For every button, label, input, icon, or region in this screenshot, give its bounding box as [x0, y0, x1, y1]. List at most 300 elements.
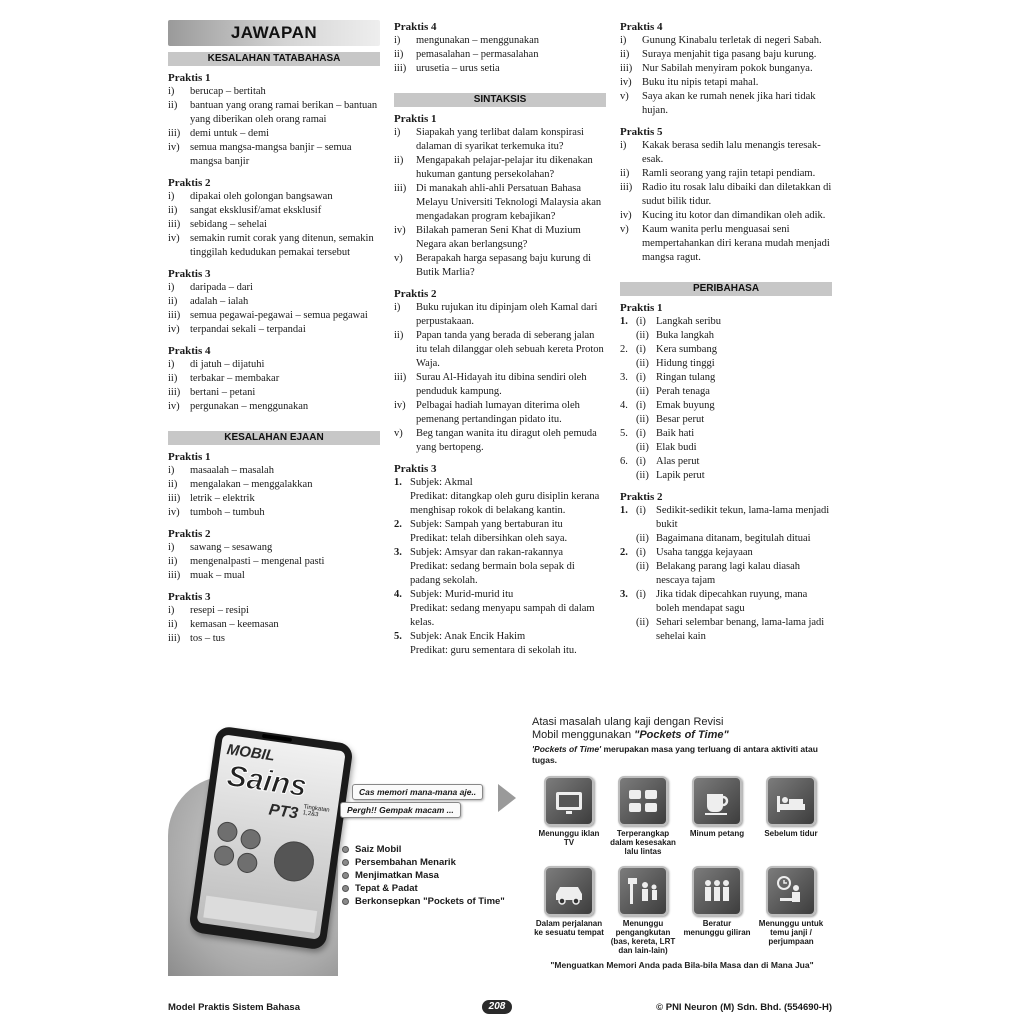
- subjek-text: Subjek: Anak Encik Hakim: [410, 631, 526, 642]
- sub-number: (ii): [636, 442, 649, 453]
- screen-bottom-bar: [203, 896, 317, 933]
- answer-item: [168, 99, 380, 127]
- feature-text: Saiz Mobil: [355, 844, 402, 855]
- praktis-title: Praktis 5: [620, 126, 663, 138]
- sub-number: (ii): [636, 470, 649, 481]
- item-number: 5.: [394, 631, 402, 642]
- praktis-block: [620, 125, 832, 265]
- item-number: ii): [168, 100, 178, 111]
- coffee-cup-icon: [692, 776, 742, 826]
- answer-item: [620, 62, 832, 76]
- item-text: adalah – ialah: [190, 296, 249, 307]
- item-text: Buku rujukan itu dipinjam oleh Kamal dari perpustakaan.: [416, 302, 598, 327]
- praktis-title: Praktis 1: [394, 113, 437, 125]
- peribahasa-text: Sehari selembar benang, lama-lama jadi sehelai kain: [656, 617, 825, 642]
- topic-circle-icon: [239, 828, 262, 851]
- answer-item: [620, 167, 832, 181]
- pockets-of-time-item: [756, 776, 826, 838]
- answer-item: [394, 182, 606, 224]
- subjek-text: Subjek: Amsyar dan rakan-rakannya: [410, 547, 564, 558]
- answer-item: [168, 604, 380, 618]
- item-number: ii): [168, 205, 178, 216]
- icon-label: Sebelum tidur: [764, 829, 818, 838]
- answer-item: [394, 630, 606, 644]
- predikat-text: Predikat: telah dibersihkan oleh saya.: [410, 533, 568, 544]
- item-number: 1.: [620, 316, 628, 327]
- sub-number: (ii): [636, 330, 649, 341]
- answer-item: [168, 541, 380, 555]
- answer-item: [394, 518, 606, 532]
- peribahasa-item: [620, 616, 832, 644]
- item-number: ii): [394, 155, 404, 166]
- answer-item-predikat: [394, 644, 606, 658]
- item-text: Papan tanda yang berada di seberang jalan itu telah dilanggar oleh sebuah kereta Proton Waja.: [416, 330, 604, 369]
- answer-item: [394, 252, 606, 280]
- praktis-block: [394, 20, 606, 76]
- peribahasa-item: [620, 343, 832, 357]
- answer-item: [168, 478, 380, 492]
- peribahasa-item: [620, 399, 832, 413]
- praktis-title: Praktis 1: [620, 302, 663, 314]
- section-header: KESALAHAN EJAAN: [168, 431, 380, 445]
- item-text: mengunakan – menggunakan: [416, 35, 540, 46]
- sub-number: (ii): [636, 533, 649, 544]
- screen-pt3-text: PT3: [267, 801, 300, 823]
- item-number: v): [620, 224, 629, 235]
- item-text: Beg tangan wanita itu diragut oleh pemuda yang bertopeng.: [416, 428, 597, 453]
- praktis-block: [168, 450, 380, 520]
- item-number: 3.: [620, 589, 628, 600]
- section-gap: [620, 272, 832, 282]
- indent-spacer: [620, 441, 636, 455]
- item-number: ii): [168, 296, 178, 307]
- peribahasa-item: [620, 504, 832, 532]
- item-text: Gunung Kinabalu terletak di negeri Sabah.: [642, 35, 822, 46]
- praktis-block: [620, 301, 832, 483]
- item-text: tumboh – tumbuh: [190, 507, 265, 518]
- indent-spacer: [620, 413, 636, 427]
- item-text: mengalakan – menggalakkan: [190, 479, 313, 490]
- item-number: v): [620, 91, 629, 102]
- indent-spacer: [394, 532, 410, 546]
- item-text: Pelbagai hadiah lumayan diterima oleh pemenang pertandingan pidato itu.: [416, 400, 580, 425]
- answer-item: [168, 232, 380, 260]
- item-number: 6.: [620, 456, 628, 467]
- screen-sains-text: Sains: [224, 759, 309, 804]
- item-text: sangat eksklusif/amat eksklusif: [190, 205, 322, 216]
- pockets-of-time-item: [608, 866, 678, 955]
- answer-item: [394, 546, 606, 560]
- feature-text: Persembahan Menarik: [355, 857, 456, 868]
- peribahasa-text: Lapik perut: [656, 470, 705, 481]
- peribahasa-item: [620, 329, 832, 343]
- item-number: i): [394, 35, 401, 46]
- item-number: 4.: [620, 400, 628, 411]
- sub-number: (i): [636, 400, 646, 411]
- peribahasa-item: [620, 560, 832, 588]
- answer-item: [620, 139, 832, 167]
- answer-item: [168, 218, 380, 232]
- column-1: [168, 20, 380, 653]
- peribahasa-text: Usaha tangga kejayaan: [656, 547, 753, 558]
- sub-number: (i): [636, 589, 646, 600]
- answer-item: [168, 569, 380, 583]
- answer-item: [168, 85, 380, 99]
- peribahasa-item: [620, 546, 832, 560]
- peribahasa-text: Elak budi: [656, 442, 697, 453]
- advert-slogan: "Menguatkan Memori Anda pada Bila-bila Masa dan di Mana Jua": [550, 960, 814, 970]
- praktis-title: Praktis 1: [168, 451, 211, 463]
- item-number: i): [168, 465, 175, 476]
- indent-spacer: [620, 357, 636, 371]
- bullet-icon: [342, 898, 349, 905]
- phone-icon: [188, 725, 354, 950]
- page-footer: [168, 1000, 832, 1016]
- clock-wait-icon: [766, 866, 816, 916]
- answer-item: [168, 555, 380, 569]
- indent-spacer: [620, 329, 636, 343]
- peribahasa-text: Emak buyung: [656, 400, 715, 411]
- bed-icon: [766, 776, 816, 826]
- predikat-text: Predikat: sedang bermain bola sepak di padang sekolah.: [410, 561, 575, 586]
- praktis-block: [394, 287, 606, 455]
- answer-item: [168, 632, 380, 646]
- sub-number: (i): [636, 372, 646, 383]
- screen-topic-icons: [211, 821, 328, 896]
- item-number: iii): [168, 570, 181, 581]
- column-3-body: [620, 20, 832, 644]
- item-text: Buku itu nipis tetapi mahal.: [642, 77, 759, 88]
- item-text: tos – tus: [190, 633, 226, 644]
- peribahasa-text: Baik hati: [656, 428, 695, 439]
- item-number: 5.: [620, 428, 628, 439]
- item-text: demi untuk – demi: [190, 128, 270, 139]
- sub-number: (ii): [636, 561, 649, 572]
- peribahasa-item: [620, 455, 832, 469]
- praktis-title: Praktis 3: [168, 591, 211, 603]
- item-text: pemasalahan – permasalahan: [416, 49, 539, 60]
- item-text: letrik – elektrik: [190, 493, 255, 504]
- item-text: semakin rumit corak yang ditenun, semakin tinggilah kedudukan pemakai tersebut: [190, 233, 374, 258]
- answer-item: [394, 399, 606, 427]
- item-number: ii): [620, 49, 630, 60]
- headline-prefix: Mobil menggunakan: [532, 729, 635, 741]
- tv-icon: [544, 776, 594, 826]
- item-number: 1.: [620, 505, 628, 516]
- item-number: iii): [168, 387, 181, 398]
- peribahasa-text: Ringan tulang: [656, 372, 716, 383]
- item-text: Ramli seorang yang rajin tetapi pendiam.: [642, 168, 816, 179]
- answer-item: [168, 190, 380, 204]
- predikat-text: Predikat: guru sementara di sekolah itu.: [410, 645, 577, 656]
- answer-item: [620, 34, 832, 48]
- answer-item: [620, 76, 832, 90]
- item-number: ii): [394, 49, 404, 60]
- answer-item: [394, 588, 606, 602]
- peribahasa-text: Belakang parang lagi kalau diasah nescaya tajam: [656, 561, 801, 586]
- praktis-title: Praktis 1: [168, 72, 211, 84]
- phone-screen: [197, 734, 346, 939]
- sub-number: (i): [636, 505, 646, 516]
- item-number: iii): [168, 128, 181, 139]
- item-number: iii): [394, 63, 407, 74]
- item-number: ii): [168, 373, 178, 384]
- item-text: sebidang – sehelai: [190, 219, 267, 230]
- indent-spacer: [394, 644, 410, 658]
- item-number: iii): [620, 63, 633, 74]
- item-number: i): [168, 605, 175, 616]
- item-number: iv): [620, 77, 632, 88]
- item-text: Suraya menjahit tiga pasang baju kurung.: [642, 49, 817, 60]
- feature-text: Menjimatkan Masa: [355, 870, 439, 881]
- answer-item: [620, 90, 832, 118]
- column-2-body: [394, 20, 606, 658]
- item-number: ii): [168, 556, 178, 567]
- praktis-block: [394, 112, 606, 280]
- item-text: masaalah – masalah: [190, 465, 274, 476]
- item-text: muak – mual: [190, 570, 245, 581]
- item-number: 2.: [620, 344, 628, 355]
- item-number: 4.: [394, 589, 402, 600]
- column-1-body: [168, 52, 380, 646]
- answer-item: [168, 309, 380, 323]
- column-3: [620, 20, 832, 651]
- item-text: di jatuh – dijatuhi: [190, 359, 265, 370]
- icon-label: Terperangkap dalam kesesakan lalu lintas: [610, 829, 676, 856]
- subjek-text: Subjek: Sampah yang bertaburan itu: [410, 519, 563, 530]
- headline-line-2: [532, 729, 832, 742]
- peribahasa-text: Langkah seribu: [656, 316, 722, 327]
- icon-label: Menunggu pengangkutan (bas, kereta, LRT dan lain-lain): [610, 919, 676, 955]
- answer-item: [168, 400, 380, 414]
- answer-item-predikat: [394, 532, 606, 546]
- icon-label: Menunggu untuk temu janji / perjumpaan: [758, 919, 824, 946]
- advert-description: [532, 744, 832, 766]
- indent-spacer: [620, 385, 636, 399]
- item-number: 2.: [620, 547, 628, 558]
- headline-pockets-of-time: "Pockets of Time": [634, 729, 729, 741]
- answer-item: [168, 506, 380, 520]
- item-number: iv): [168, 324, 180, 335]
- item-number: i): [394, 127, 401, 138]
- bullet-icon: [342, 846, 349, 853]
- feature-item: [342, 883, 505, 895]
- bullet-icon: [342, 872, 349, 879]
- description-term: 'Pockets of Time': [532, 744, 602, 754]
- item-text: Kaum wanita perlu menguasai seni mempertahankan diri kerana mudah menjadi mangsa ragut.: [642, 224, 830, 263]
- praktis-title: Praktis 2: [394, 288, 437, 300]
- answer-item: [394, 154, 606, 182]
- praktis-block: [168, 344, 380, 414]
- answer-item: [168, 464, 380, 478]
- item-number: ii): [620, 168, 630, 179]
- answer-item: [394, 329, 606, 371]
- item-text: pergunakan – menggunakan: [190, 401, 309, 412]
- answer-item: [620, 181, 832, 209]
- item-text: semua mangsa-mangsa banjir – semua mangsa banjir: [190, 142, 352, 167]
- car-icon: [544, 866, 594, 916]
- pockets-of-time-item: [682, 866, 752, 937]
- sub-number: (ii): [636, 414, 649, 425]
- sub-number: (i): [636, 456, 646, 467]
- item-number: i): [620, 140, 627, 151]
- answer-item: [168, 323, 380, 337]
- feature-item: [342, 870, 505, 882]
- subjek-text: Subjek: Akmal: [410, 477, 473, 488]
- item-text: Siapakah yang terlibat dalam konspirasi dalaman di syarikat terkemuka itu?: [416, 127, 584, 152]
- item-number: ii): [168, 619, 178, 630]
- item-number: iii): [168, 219, 181, 230]
- pockets-of-time-item: [534, 866, 604, 937]
- advert-headline: [532, 716, 832, 766]
- item-text: bertani – petani: [190, 387, 256, 398]
- peribahasa-text: Perah tenaga: [656, 386, 710, 397]
- queue-icon: [692, 866, 742, 916]
- answer-item: [168, 386, 380, 400]
- item-text: Nur Sabilah menyiram pokok bunganya.: [642, 63, 813, 74]
- item-number: iv): [620, 210, 632, 221]
- screen-mobil-text: MOBIL: [225, 741, 276, 765]
- peribahasa-text: Kera sumbang: [656, 344, 717, 355]
- chat-bubble-2: Pergh!! Gempak macam ...: [340, 802, 461, 818]
- indent-spacer: [620, 469, 636, 483]
- item-text: daripada – dari: [190, 282, 253, 293]
- item-text: semua pegawai-pegawai – semua pegawai: [190, 310, 368, 321]
- praktis-block: [168, 71, 380, 169]
- item-text: resepi – resipi: [190, 605, 249, 616]
- answer-item-predikat: [394, 560, 606, 588]
- praktis-title: Praktis 4: [168, 345, 211, 357]
- item-number: iv): [394, 400, 406, 411]
- peribahasa-item: [620, 385, 832, 399]
- icon-label: Minum petang: [689, 829, 745, 838]
- headline-line-1: Atasi masalah ulang kaji dengan Revisi: [532, 716, 724, 728]
- item-number: ii): [394, 330, 404, 341]
- item-text: Surau Al-Hidayah itu dibina sendiri oleh penduduk kampung.: [416, 372, 587, 397]
- answer-item: [394, 224, 606, 252]
- section-header: SINTAKSIS: [394, 93, 606, 107]
- praktis-block: [168, 590, 380, 646]
- feature-list: [342, 844, 505, 909]
- peribahasa-item: [620, 441, 832, 455]
- topic-circle-icon: [213, 844, 236, 867]
- sub-number: (ii): [636, 386, 649, 397]
- item-number: 3.: [620, 372, 628, 383]
- answer-item-predikat: [394, 490, 606, 518]
- arrow-icon: [498, 784, 516, 812]
- indent-spacer: [394, 560, 410, 588]
- answer-item: [168, 372, 380, 386]
- chat-bubble-1: Cas memori mana-mana aje..: [352, 784, 483, 800]
- praktis-title: Praktis 4: [620, 21, 663, 33]
- answer-item: [620, 209, 832, 223]
- feature-text: Tepat & Padat: [355, 883, 418, 894]
- column-2: [394, 20, 606, 665]
- item-text: Kakak berasa sedih lalu menangis teresak-esak.: [642, 140, 821, 165]
- praktis-block: [394, 462, 606, 658]
- item-number: i): [620, 35, 627, 46]
- section-header: PERIBAHASA: [620, 282, 832, 296]
- topic-large-circle-icon: [271, 839, 316, 884]
- item-number: iii): [168, 493, 181, 504]
- page-number: 208: [482, 1000, 512, 1014]
- item-number: i): [168, 542, 175, 553]
- praktis-title: Praktis 2: [620, 491, 663, 503]
- indent-spacer: [394, 490, 410, 518]
- item-text: mengenalpasti – mengenal pasti: [190, 556, 325, 567]
- item-number: iv): [168, 507, 180, 518]
- pockets-of-time-item: [682, 776, 752, 838]
- phone-illustration: [168, 716, 518, 976]
- item-text: dipakai oleh golongan bangsawan: [190, 191, 333, 202]
- item-number: i): [168, 282, 175, 293]
- sub-number: (i): [636, 547, 646, 558]
- icon-label: Menunggu iklan TV: [538, 829, 600, 847]
- indent-spacer: [394, 602, 410, 630]
- answer-item: [394, 48, 606, 62]
- screen-tingkatan-text: Tingkatan 1,2&3: [302, 804, 330, 819]
- answer-item: [168, 618, 380, 632]
- icon-label: Beratur menunggu giliran: [683, 919, 751, 937]
- item-text: Saya akan ke rumah nenek jika hari tidak hujan.: [642, 91, 816, 116]
- item-number: iii): [168, 310, 181, 321]
- peribahasa-item: [620, 413, 832, 427]
- bullet-icon: [342, 859, 349, 866]
- item-text: Mengapakah pelajar-pelajar itu dikenakan hukuman gantung persekolahan?: [416, 155, 593, 180]
- item-number: 1.: [394, 477, 402, 488]
- footer-copyright: © PNI Neuron (M) Sdn. Bhd. (554690-H): [656, 1002, 832, 1013]
- pockets-of-time-item: [534, 776, 604, 847]
- item-number: v): [394, 253, 403, 264]
- praktis-block: [620, 20, 832, 118]
- answer-item: [394, 62, 606, 76]
- praktis-title: Praktis 2: [168, 528, 211, 540]
- pockets-of-time-item: [608, 776, 678, 856]
- answer-item: [168, 204, 380, 218]
- answer-item: [394, 34, 606, 48]
- praktis-title: Praktis 2: [168, 177, 211, 189]
- peribahasa-item: [620, 588, 832, 616]
- answer-item: [168, 281, 380, 295]
- feature-text: Berkonsepkan "Pockets of Time": [355, 896, 505, 907]
- answer-item: [394, 371, 606, 399]
- icon-label: Dalam perjalanan ke sesuatu tempat: [534, 919, 604, 937]
- topic-circle-icon: [216, 821, 239, 844]
- traffic-jam-icon: [618, 776, 668, 826]
- item-text: Kucing itu kotor dan dimandikan oleh adik.: [642, 210, 826, 221]
- item-number: iv): [168, 233, 180, 244]
- answer-item: [168, 127, 380, 141]
- peribahasa-text: Bagaimana ditanam, begitulah dituai: [656, 533, 811, 544]
- sub-number: (ii): [636, 617, 649, 628]
- item-number: v): [394, 428, 403, 439]
- feature-item: [342, 896, 505, 908]
- feature-item: [342, 844, 505, 856]
- item-number: iv): [394, 225, 406, 236]
- footer-book-title: Model Praktis Sistem Bahasa: [168, 1002, 300, 1013]
- topic-circle-icon: [236, 852, 259, 875]
- peribahasa-text: Alas perut: [656, 456, 700, 467]
- answer-item: [168, 295, 380, 309]
- answer-item: [394, 301, 606, 329]
- item-number: 2.: [394, 519, 402, 530]
- peribahasa-text: Jika tidak dipecahkan ruyung, mana boleh mendapat sagu: [656, 589, 808, 614]
- peribahasa-item: [620, 315, 832, 329]
- peribahasa-item: [620, 371, 832, 385]
- answer-item: [620, 48, 832, 62]
- pockets-of-time-item: [756, 866, 826, 946]
- peribahasa-item: [620, 532, 832, 546]
